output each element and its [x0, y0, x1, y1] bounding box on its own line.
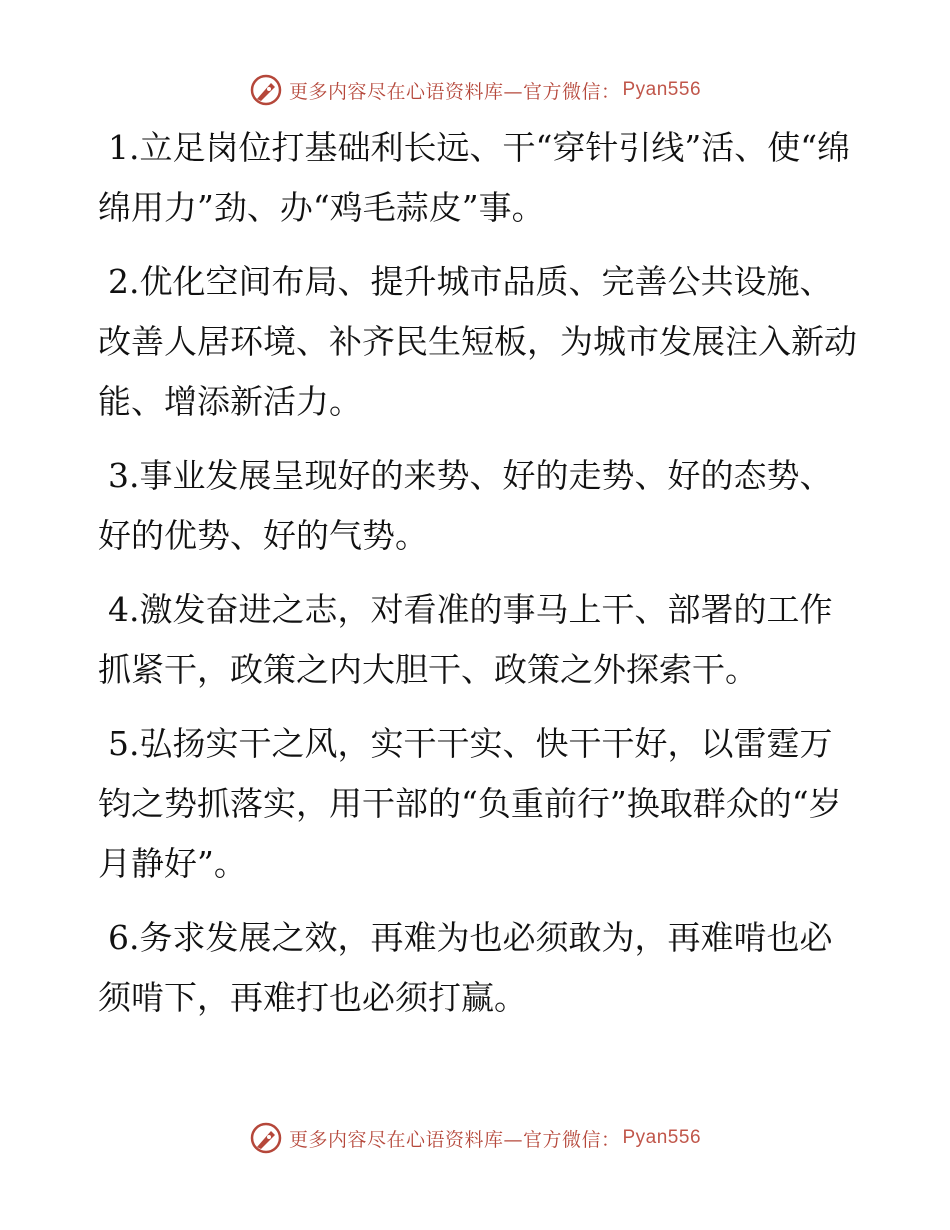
- document-body: [98, 118, 858, 1042]
- pen-nib-logo-icon: [249, 73, 283, 107]
- watermark-text: 更多内容尽在心语资料库—官方微信：: [288, 1128, 621, 1151]
- list-item: 3.事业发展呈现好的来势、好的走势、好的态势、好的优势、好的气势。: [98, 456, 833, 555]
- list-item: 6.务求发展之效，再难为也必须敢为，再难啃也必须啃下，再难打也必须打赢。: [98, 918, 833, 1017]
- pen-nib-logo-icon: [249, 1121, 283, 1155]
- list-item: 4.激发奋进之志，对看准的事马上干、部署的工作抓紧干，政策之内大胆干、政策之外探索干。: [98, 590, 833, 689]
- watermark-wechat-id: Pyan556: [622, 1127, 702, 1148]
- watermark-wechat-id: Pyan556: [622, 79, 702, 100]
- list-item: 1.立足岗位打基础利长远、干“穿针引线”活、使“绵绵用力”劲、办“鸡毛蒜皮”事。: [98, 128, 851, 227]
- header-watermark: [0, 70, 950, 110]
- watermark-text: 更多内容尽在心语资料库—官方微信：: [288, 80, 621, 103]
- list-item: 5.弘扬实干之风，实干干实、快干干好，以雷霆万钧之势抓落实，用干部的“负重前行”换取群众的“岁月静好”。: [98, 724, 842, 883]
- footer-watermark: [0, 1118, 950, 1158]
- list-item: 2.优化空间布局、提升城市品质、完善公共设施、改善人居环境、补齐民生短板，为城市发展注入新动能、增添新活力。: [98, 262, 857, 421]
